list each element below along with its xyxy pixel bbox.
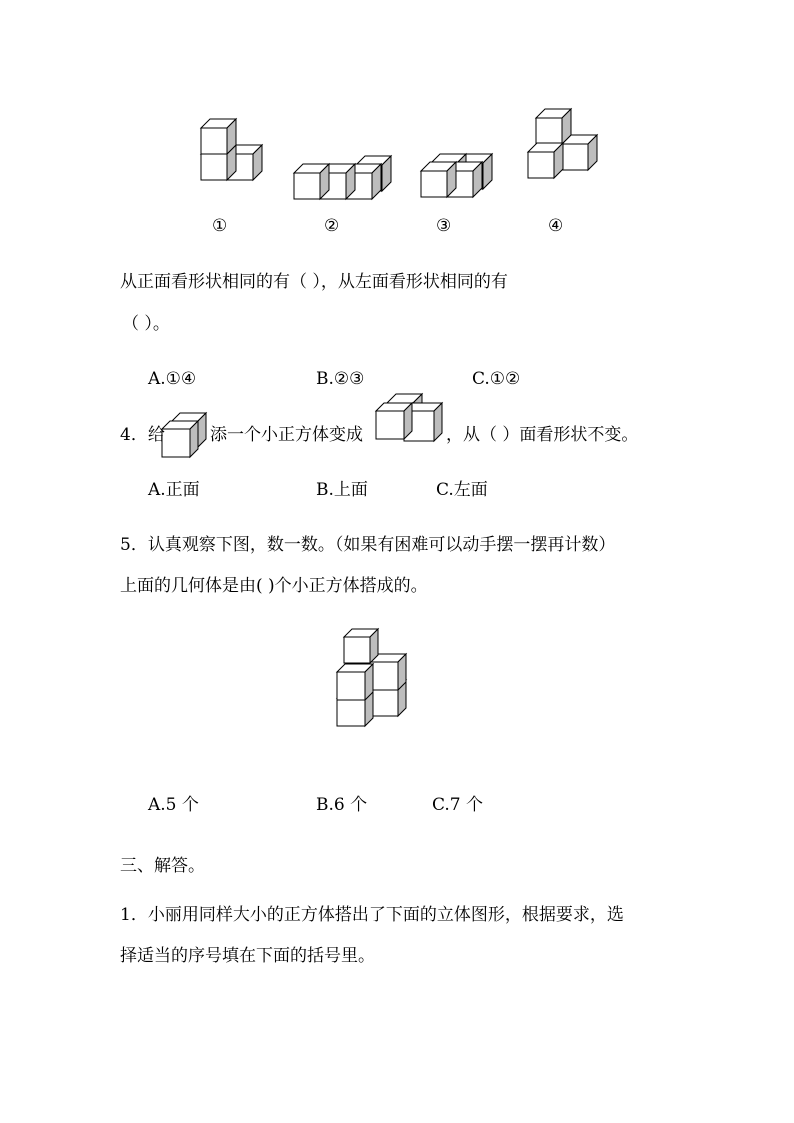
q3-option-b: B.②③ [316, 369, 365, 389]
q4-text-part3: ，从（ ）面看形状不变。 [446, 425, 639, 445]
figure-label-1: ① [212, 216, 228, 236]
section3-q1-line1: 1．小丽用同样大小的正方体搭出了下面的立体图形，根据要求，选 [120, 905, 624, 925]
fig1-cube-b1-front [201, 154, 227, 180]
q4-option-c: C.左面 [436, 480, 488, 500]
fig3-cube-front1-front [421, 171, 447, 197]
q5-option-b: B.6 个 [316, 795, 368, 815]
q3-question-line2: （ ）。 [122, 314, 170, 334]
q5-cube-r-bottom-front [370, 688, 398, 716]
q5-option-c: C.7 个 [432, 795, 484, 815]
fig4-cube-right-front [562, 144, 588, 170]
q5-cube-top-front [344, 637, 370, 663]
figure-label-3: ③ [436, 216, 452, 236]
figure-label-2: ② [324, 216, 340, 236]
q4-small-front-front [162, 429, 190, 457]
q3-option-a: A.①④ [148, 369, 197, 389]
q4-option-b: B.上面 [316, 480, 368, 500]
fig1-cube-t1-front [201, 128, 227, 154]
figure-label-4: ④ [548, 216, 564, 236]
q5-line2: 上面的几何体是由( )个小正方体搭成的。 [120, 576, 428, 596]
section3-q1-line2: 择适当的序号填在下面的括号里。 [120, 946, 375, 966]
q5-cube-l-mid-front [337, 672, 365, 700]
fig4-cube-top-front [536, 118, 562, 144]
q4-target-front1-front [376, 411, 404, 439]
fig2-cube-1-front [294, 173, 320, 199]
q5-option-a: A.5 个 [148, 795, 199, 815]
q3-option-c: C.①② [472, 369, 521, 389]
q3-question-line1: 从正面看形状相同的有（ ），从左面看形状相同的有 [120, 272, 508, 292]
q5-cube-r-top-front [370, 662, 398, 690]
fig4-cube-left-front [528, 152, 554, 178]
q5-line1: 5．认真观察下图，数一数。（如果有困难可以动手摆一摆再计数） [120, 535, 616, 555]
q4-text-part2: 添一个小正方体变成 [210, 425, 363, 445]
q4-text-part1: 4．给 [120, 425, 165, 445]
section-heading: 三、解答。 [120, 856, 205, 876]
q4-option-a: A.正面 [148, 480, 200, 500]
q5-cube-l-bottom-front [337, 698, 365, 726]
